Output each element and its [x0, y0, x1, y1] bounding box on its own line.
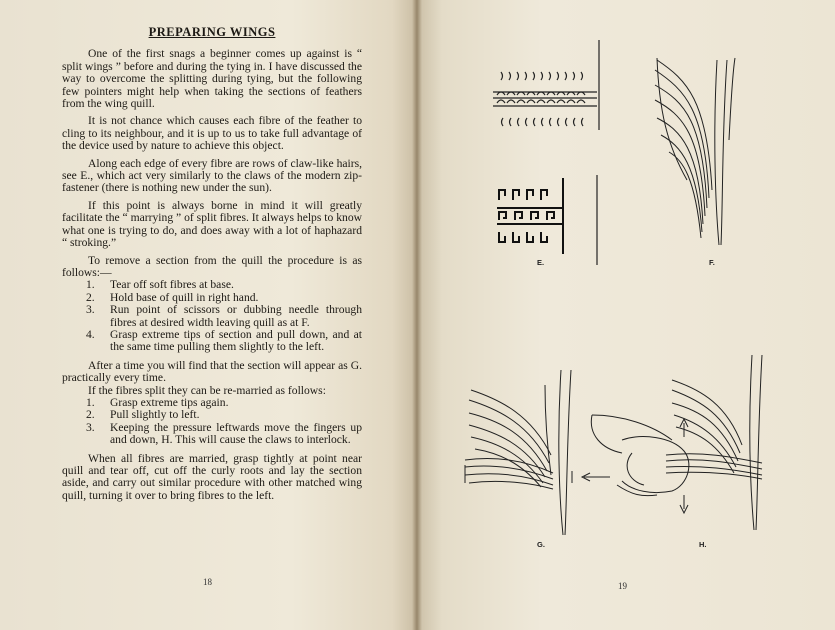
book-gutter: [412, 0, 422, 630]
page-number-left: 18: [203, 577, 212, 587]
page-title: PREPARING WINGS: [148, 25, 276, 39]
figure-f-quill-diagram: [647, 40, 747, 260]
paragraph-4: If this point is always borne in mind it will greatly facilitate the “ marrying ” of split fibres. It always helps to know what one is trying to do, and does away with a lot of haphazard “ stroking.”: [62, 198, 362, 250]
list-item: 4. Grasp extreme tips of section and pull down, and at the same time pulling them slightly to the left.: [86, 327, 362, 354]
list-item: 2. Hold base of quill in right hand.: [86, 290, 259, 304]
page-number-right: 19: [618, 581, 627, 591]
figure-e-label: E.: [537, 258, 545, 267]
left-page: [0, 0, 417, 630]
figure-h-fingers-diagram: [562, 345, 792, 540]
list-item: 2. Pull slightly to left.: [86, 408, 200, 422]
list-item: 1. Tear off soft fibres at base.: [86, 278, 234, 292]
paragraph-3: Along each edge of every fibre are rows of claw-like hairs, see E., which act very similarly to the claws of the modern zip-fastener (there is nothing new under the sun).: [62, 156, 362, 195]
figure-h-label: H.: [699, 540, 707, 549]
figure-g-label: G.: [537, 540, 545, 549]
list-item: 3. Run point of scissors or dubbing needle through fibres at desired width leaving quill as at F.: [86, 303, 362, 329]
steps-list-2: [62, 397, 362, 447]
figure-f-label: F.: [709, 258, 715, 267]
paragraph-2: It is not chance which causes each fibre of the feather to cling to its neighbour, and it is up to us to take full advantage of the device used by nature to achieve this object.: [62, 114, 362, 153]
steps-list-1: [62, 279, 362, 353]
right-page: [417, 0, 835, 630]
paragraph-5: To remove a section from the quill the procedure is as follows:—: [62, 253, 362, 279]
left-page-text: [62, 20, 362, 507]
paragraph-6: After a time you will find that the section will appear as G. practically every time.: [62, 358, 362, 385]
paragraph-8: When all fibres are married, grasp tightly at point near quill and tear off, cut off the curly roots and lay the section aside, and carry out similar procedure with other matched wing quill, turning it over to bring fibres to the left.: [62, 451, 362, 502]
figure-e-hairs-diagram: [487, 40, 607, 270]
paragraph-1: One of the first snags a beginner comes up against is “ split wings ” before and during the tying in. I have discussed the way to overcome the splitting during tying, but the following few pointers might help when taking the sections of feathers from the wing quill.: [62, 47, 362, 111]
list-item: 1. Grasp extreme tips again.: [86, 395, 229, 409]
paragraph-7: If the fibres split they can be re-married as follows:: [88, 383, 326, 397]
list-item: 3. Keeping the pressure leftwards move the fingers up and down, H. This will cause the claws to interlock.: [86, 420, 362, 447]
